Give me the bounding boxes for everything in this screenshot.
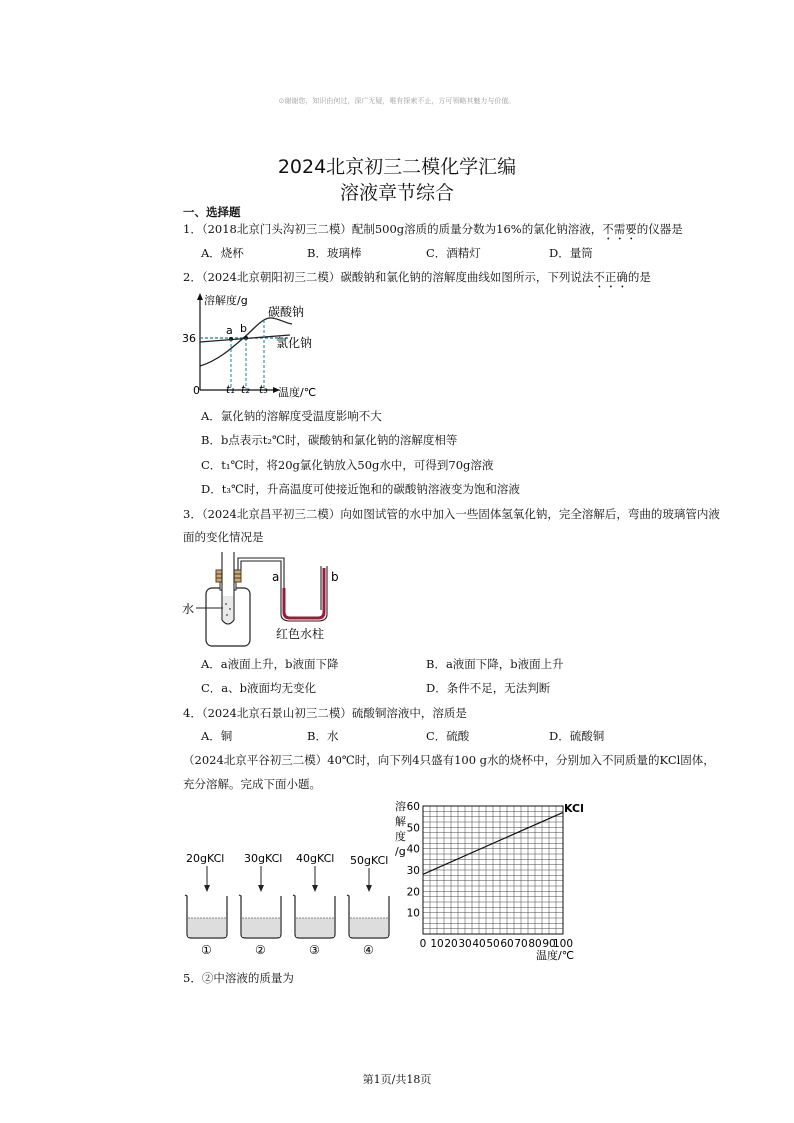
question-3-line1: 3．（2024北京昌平初三二模）向如图试管的水中加入一些固体氢氧化钠，完全溶解后，弯曲的玻璃管内液 — [183, 507, 720, 521]
tube-water — [223, 596, 233, 623]
beaker-3-label: 40gKCl — [296, 852, 335, 865]
question-2-text-end: 的是 — [627, 270, 651, 284]
y-tick-36: 36 — [182, 332, 196, 345]
beaker-4-num: ④ — [363, 943, 374, 957]
chart-ylabel — [395, 799, 406, 858]
ylabel-char: 解 — [395, 815, 406, 828]
label-a: a — [272, 570, 280, 584]
y-tick-label: 20 — [406, 886, 420, 899]
q4-option-a: A．铜 — [201, 729, 233, 743]
beaker-1 — [185, 852, 227, 957]
group-intro-line1: （2024北京平谷初三二模）40℃时，向下列4只盛有100 g水的烧杯中，分别加入不同质量的KCl固体， — [183, 753, 715, 767]
beaker-3 — [293, 852, 335, 957]
label-red-column: 红色水柱 — [276, 627, 325, 641]
q3-option-d: D．条件不足，无法判断 — [426, 681, 551, 695]
x-tick-label: 20 — [444, 938, 458, 950]
dot — [229, 608, 231, 610]
ylabel-char: 溶 — [395, 800, 406, 813]
red-water-column — [284, 568, 324, 618]
q2-option-a: A．氯化钠的溶解度受温度影响不大 — [201, 409, 382, 423]
apparatus-figure — [180, 548, 355, 648]
question-5: 5．②中溶液的质量为 — [183, 971, 294, 985]
beaker-1-num: ① — [201, 943, 212, 957]
watermark: ⊙谢谢您，知识由何过，深广无疑，唯有探索不止，方可领略其魅力与价值。 — [278, 97, 516, 105]
ylabel-char: /g — [395, 845, 406, 858]
label-a: a — [226, 324, 233, 337]
q1-option-a: A．烧杯 — [201, 246, 244, 260]
q4-option-c: C．硫酸 — [426, 729, 470, 743]
q1-option-b: B．玻璃棒 — [307, 246, 362, 260]
x-tick-label: 40 — [472, 938, 486, 950]
q1-option-d: D．量筒 — [549, 246, 593, 260]
question-2-emphasis: 不正确 — [593, 270, 628, 284]
t1-label: t₁ — [226, 383, 235, 396]
chart-grid — [423, 806, 563, 934]
q2-option-d: D．t₃℃时，升高温度可使接近饱和的碳酸钠溶液变为饱和溶液 — [201, 482, 520, 496]
x-tick-label: 100 — [552, 938, 574, 950]
x-tick-label: 80 — [528, 938, 542, 950]
solubility-curve-figure — [180, 290, 340, 402]
u-tube-outer — [281, 566, 327, 621]
question-4: 4．（2024北京石景山初三二模）硫酸铜溶液中，溶质是 — [183, 706, 467, 720]
x-tick-label: 90 — [542, 938, 556, 950]
origin-label: 0 — [193, 384, 200, 397]
y-tick-label: 10 — [406, 907, 420, 920]
x-tick-label: 60 — [500, 938, 514, 950]
x-tick-label: 10 — [430, 938, 444, 950]
question-3-line2: 面的变化情况是 — [183, 530, 264, 544]
x-tick-label: 70 — [514, 938, 528, 950]
y-tick-label: 40 — [406, 843, 420, 856]
x-tick-label: 0 — [419, 938, 427, 950]
x-tick-label: 30 — [458, 938, 472, 950]
question-2-text: 2．（2024北京朝阳初三二模）碳酸钠和氯化钠的溶解度曲线如图所示，下列说法 — [183, 270, 594, 284]
section-heading: 一、选择题 — [183, 205, 241, 219]
y-axis-arrow — [197, 293, 203, 300]
q2-option-b: B．b点表示t₂℃时，碳酸钠和氯化钠的溶解度相等 — [201, 433, 458, 447]
x-tick-label: 50 — [486, 938, 500, 950]
t2-label: t₂ — [241, 383, 250, 396]
y-tick-label: 50 — [406, 822, 420, 835]
ylabel: 溶解度/g — [204, 294, 248, 307]
label-b: b — [240, 322, 247, 335]
nacl-label: 氯化钠 — [276, 336, 313, 350]
q2-option-c: C．t₁℃时，将20g氯化钠放入50g水中，可得到70g溶液 — [201, 458, 494, 472]
ylabel-char: 度 — [395, 830, 406, 843]
dot — [225, 603, 227, 605]
y-tick-label: 30 — [406, 865, 420, 877]
beaker-4-label: 50gKCl — [350, 854, 389, 867]
beaker-2 — [239, 852, 282, 957]
dot — [226, 614, 228, 616]
beaker-2-label: 30gKCl — [244, 852, 283, 865]
xlabel: 温度/℃ — [278, 386, 317, 399]
group-intro-line2: 充分溶解。完成下面小题。 — [183, 777, 321, 791]
kcl-solubility-chart — [390, 796, 610, 966]
page-subtitle: 溶液章节综合 — [339, 182, 454, 204]
beaker-4 — [347, 854, 389, 957]
q3-option-b: B．a液面下降，b液面上升 — [426, 657, 564, 671]
label-b: b — [331, 570, 339, 584]
question-1-text-end: 的仪器是 — [636, 222, 683, 236]
chart-xlabel: 温度/℃ — [536, 949, 575, 962]
beaker-2-num: ② — [255, 943, 266, 957]
q3-option-c: C．a、b液面均无变化 — [201, 681, 317, 695]
q3-option-a: A．a液面上升，b液面下降 — [201, 657, 339, 671]
kcl-series-label: KCl — [564, 802, 584, 815]
q4-option-d: D．硫酸铜 — [549, 729, 605, 743]
na2co3-label: 碳酸钠 — [268, 305, 305, 319]
beakers-figure — [180, 848, 390, 960]
page-title: 2024北京初三二模化学汇编 — [277, 156, 517, 178]
q4-option-b: B．水 — [307, 729, 339, 743]
question-1-emphasis: 不需要 — [602, 222, 637, 236]
y-tick-label: 60 — [406, 801, 420, 813]
question-1 — [183, 221, 683, 243]
q1-option-c: C．酒精灯 — [426, 246, 481, 260]
question-2 — [183, 269, 651, 291]
beaker-1-label: 20gKCl — [186, 852, 225, 865]
beaker-3-num: ③ — [309, 943, 320, 957]
page-footer: 第1页/共18页 — [362, 1073, 432, 1086]
question-1-text: 1．（2018北京门头沟初三二模）配制500g溶质的质量分数为16%的氯化钠溶液， — [183, 222, 603, 236]
t3-label: t₃ — [259, 383, 268, 396]
label-water: 水 — [182, 602, 195, 616]
